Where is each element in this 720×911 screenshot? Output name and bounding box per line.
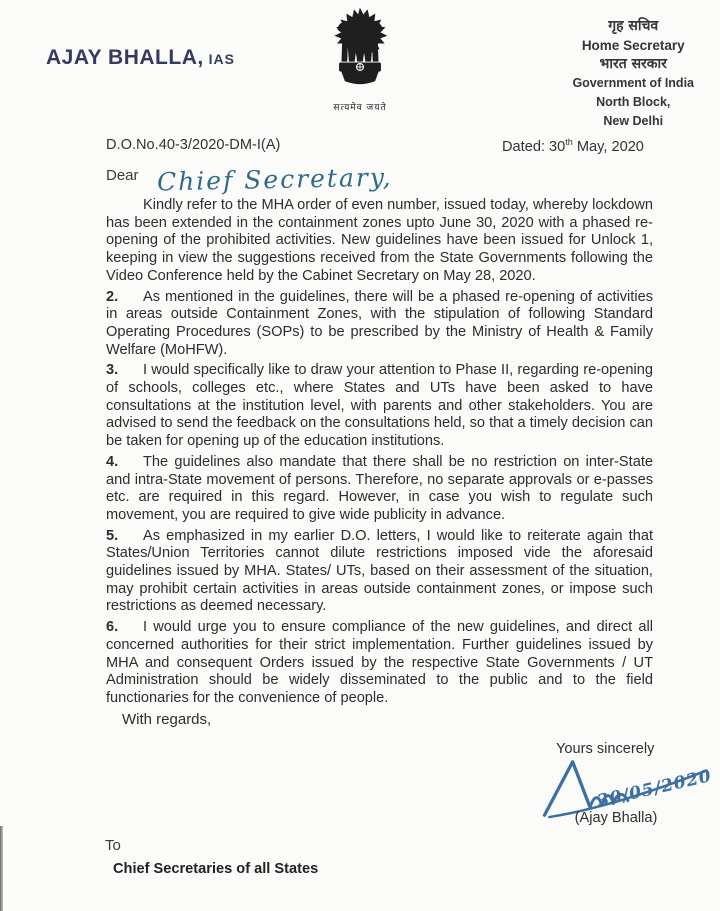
paragraph-2 (106, 289, 653, 360)
paragraph-5 (106, 528, 653, 617)
sender-name (46, 46, 235, 70)
paragraph-4-text: The guidelines also mandate that there shall be no restriction on inter-State and intra-State movement of persons. Therefore, no separate approvals or e-passes etc. are required in this regard. However, in case you wish to regulate such movement, you are required to give wide publicity in advance. (106, 453, 653, 523)
office-line-city: New Delhi (603, 114, 664, 128)
signatory-name: (Ajay Bhalla) (574, 810, 658, 826)
office-line-title: Home Secretary (581, 38, 685, 53)
sender-name-suffix: IAS (208, 51, 235, 67)
paragraph-1 (106, 197, 653, 286)
office-line-hindi-title: गृह सचिव (608, 18, 659, 34)
letter-body (106, 197, 653, 711)
paragraph-3-number: 3. (106, 362, 119, 379)
paragraph-3-text: I would specifically like to draw your attention to Phase II, regarding re-opening of schools, colleges etc., where States and UTs have been asked to have consultations at the institution level, with parents and other stakeholders. You are advised to send the feedback on the consultations held, so that a timely decision can be taken for opening up of the education institutions. (106, 362, 653, 450)
paragraph-2-number: 2. (106, 288, 119, 305)
date-ordinal: th (565, 137, 573, 147)
closing-sincerely: Yours sincerely (556, 741, 655, 757)
lion-capital-emblem-icon (321, 7, 399, 99)
salutation-printed: Dear (106, 167, 139, 184)
addressee-recipient: Chief Secretaries of all States (113, 861, 319, 877)
date-prefix: Dated: 30 (502, 138, 566, 155)
paragraph-4 (106, 454, 653, 525)
paragraph-4-number: 4. (106, 453, 119, 470)
date-rest: May, 2020 (572, 138, 644, 155)
national-emblem (321, 7, 399, 113)
sender-name-text: AJAY BHALLA, (46, 46, 204, 69)
paragraph-1-text: Kindly refer to the MHA order of even number, issued today, whereby lockdown has been extended in the containment zones upto June 30, 2020 with a phased re-opening of the prohibited activities. New guidelines have been issued for Unlock 1, keeping in view the suggestions received from the State Governments following the Video Conference held by the Cabinet Secretary on May 28, 2020. (106, 197, 653, 284)
reference-number: D.O.No.40-3/2020-DM-I(A) (106, 137, 281, 153)
handwritten-signature-date: 30/05/2020 (595, 766, 714, 812)
office-line-hindi-govt: भारत सरकार (599, 56, 667, 72)
addressee-to-label: To (105, 837, 121, 854)
paragraph-6 (106, 619, 653, 708)
office-line-block: North Block, (596, 95, 671, 109)
paragraph-6-text: I would urge you to ensure compliance of the new guidelines, and direct all concerned authorities for their strict implementation. Further guidelines issued by MHA and consequent Orders issued by the respective State Governments / UT Administration should be widely disseminated to the public and to the field functionaries for the convenience of people. (106, 619, 653, 706)
paragraph-6-number: 6. (106, 619, 119, 636)
salutation-handwritten: Chief Secretary, (156, 162, 393, 197)
paragraph-2-text: As mentioned in the guidelines, there will be a phased re-opening of activities in areas outside Containment Zones, with the stipulation of following Standard Operating Procedures (SOPs) to be prescribed by the Ministry of Health & Family Welfare (MoHFW). (106, 288, 653, 358)
paragraph-3 (106, 362, 653, 451)
office-address-block (572, 17, 694, 131)
salutation (106, 162, 393, 201)
letter-date (502, 137, 644, 155)
paragraph-5-number: 5. (106, 527, 119, 544)
closing-regards: With regards, (122, 711, 212, 728)
emblem-motto: सत्यमेव जयते (333, 103, 387, 113)
office-line-govt: Government of India (572, 76, 694, 90)
paragraph-5-text: As emphasized in my earlier D.O. letters, I would like to reiterate again that States/Union Territories cannot dilute restrictions imposed vide the aforesaid guidelines issued by MHA. States/ UTs, based on their assessment of the situation, may prohibit certain activities in areas outside containment zones, or impose such restrictions as deemed necessary. (106, 527, 653, 615)
